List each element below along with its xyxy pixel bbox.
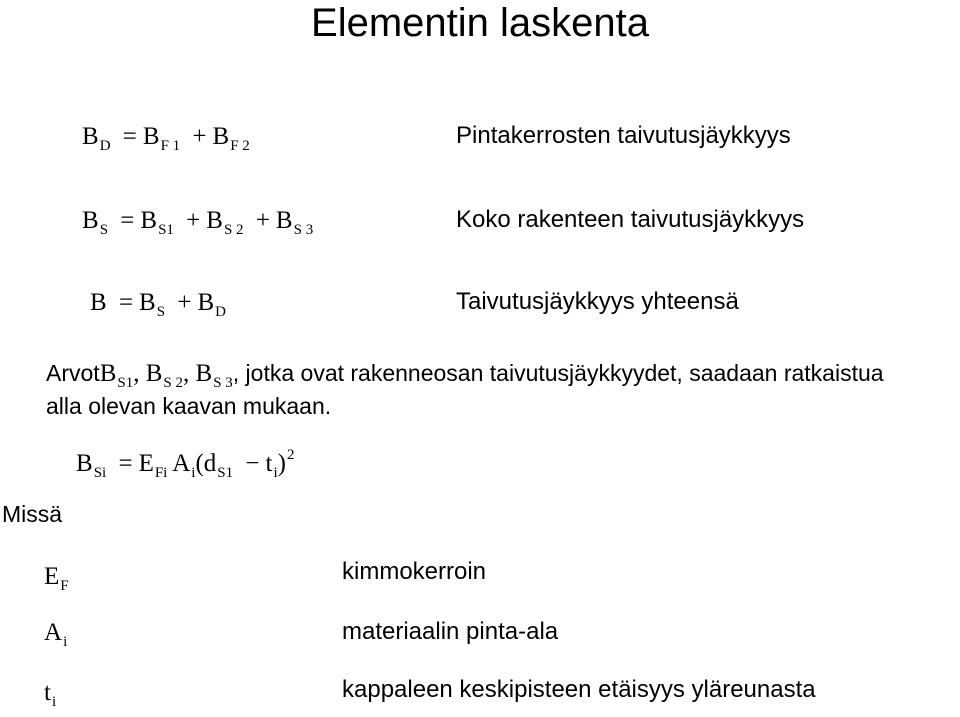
formula-operator: = xyxy=(118,289,134,316)
value-symbol: B xyxy=(99,360,117,387)
formula-operator: + xyxy=(192,123,207,150)
formula-bending-stiffness-total xyxy=(90,288,226,327)
sentence-line-2: alla olevan kaavan mukaan. xyxy=(46,393,332,419)
page-title: Elementin laskenta xyxy=(311,1,649,45)
formula-subscript: i xyxy=(63,634,68,650)
formula-symbol: B xyxy=(197,289,215,316)
formula-symbol: B xyxy=(140,207,158,234)
formula-description: Koko rakenteen taivutusjäykkyys xyxy=(456,206,805,233)
value-subscript: S1 xyxy=(117,375,134,391)
where-label: Missä xyxy=(2,501,63,527)
formula-symbol: t xyxy=(265,450,273,477)
sentence-prefix: Arvot xyxy=(46,360,100,386)
formula-description: Pintakerrosten taivutusjäykkyys xyxy=(456,122,791,149)
formula-subscript: Fi xyxy=(154,465,168,481)
formula-symbol: B xyxy=(82,123,99,150)
formula-symbol: B xyxy=(275,207,293,234)
value-separator: , xyxy=(133,360,140,387)
definition-text: kappaleen keskipisteen etäisyys yläreunasta xyxy=(342,676,816,703)
formula-operator: + xyxy=(255,207,270,234)
definition-text: kimmokerroin xyxy=(342,558,487,585)
formula-subscript: S 2 xyxy=(223,222,244,238)
formula-operator: = xyxy=(118,450,133,477)
formula-subscript: F 2 xyxy=(230,138,250,154)
sentence-suffix: jotka ovat rakenneosan taivutusjäykkyydet, saadaan ratkaistua xyxy=(239,360,884,386)
formula-symbol: A xyxy=(172,450,191,477)
formula-operator: − xyxy=(245,450,260,477)
formula-operator: + xyxy=(186,207,201,234)
formula-symbol: B xyxy=(206,207,223,234)
formula-symbol: t xyxy=(44,679,51,706)
formula-bending-stiffness-faces xyxy=(82,122,250,161)
formula-symbol: B xyxy=(90,289,107,316)
formula-description: Taivutusjäykkyys yhteensä xyxy=(456,288,739,315)
formula-symbol: B xyxy=(212,123,230,150)
formula-symbol: E xyxy=(44,563,60,590)
formula-paren-close: ) xyxy=(277,450,286,477)
formula-symbol: B xyxy=(139,289,156,316)
value-symbol: B xyxy=(195,360,213,387)
formula-subscript: S1 xyxy=(217,465,234,481)
formula-subscript: D xyxy=(99,138,111,154)
formula-symbol: B xyxy=(142,123,160,150)
formula-symbol: B xyxy=(82,207,99,234)
formula-bending-stiffness-structure xyxy=(82,206,313,245)
formula-symbol: B xyxy=(76,450,93,477)
formula-subscript: D xyxy=(215,304,226,320)
formula-operator: = xyxy=(120,207,135,234)
formula-subscript: i xyxy=(51,694,57,710)
formula-subscript: i xyxy=(191,465,196,481)
formula-operator: + xyxy=(177,289,192,316)
formula-subscript: F 1 xyxy=(160,138,181,154)
definition-symbol xyxy=(44,562,69,601)
formula-subscript: S xyxy=(99,222,109,238)
value-subscript: S 2 xyxy=(163,375,183,391)
formula-symbol: d xyxy=(203,450,217,477)
value-separator: , xyxy=(232,360,240,386)
value-separator: , xyxy=(183,360,190,387)
formula-operator: = xyxy=(122,123,137,150)
formula-symbol: A xyxy=(44,619,63,646)
formula-subscript: S1 xyxy=(158,222,174,238)
main-formula xyxy=(76,440,294,488)
formula-subscript: F xyxy=(60,578,69,594)
definition-symbol xyxy=(44,618,67,657)
formula-subscript: i xyxy=(273,465,278,481)
value-subscript: S 3 xyxy=(213,375,233,391)
formula-subscript: Si xyxy=(93,465,107,481)
formula-exponent: 2 xyxy=(286,447,295,463)
definition-symbol xyxy=(44,678,56,717)
value-symbol: B xyxy=(145,360,163,387)
formula-subscript: S xyxy=(156,304,166,320)
definition-text: materiaalin pinta-ala xyxy=(342,618,559,645)
formula-subscript: S 3 xyxy=(293,222,314,238)
formula-paren-open: ( xyxy=(195,450,204,477)
formula-symbol: E xyxy=(138,450,154,477)
